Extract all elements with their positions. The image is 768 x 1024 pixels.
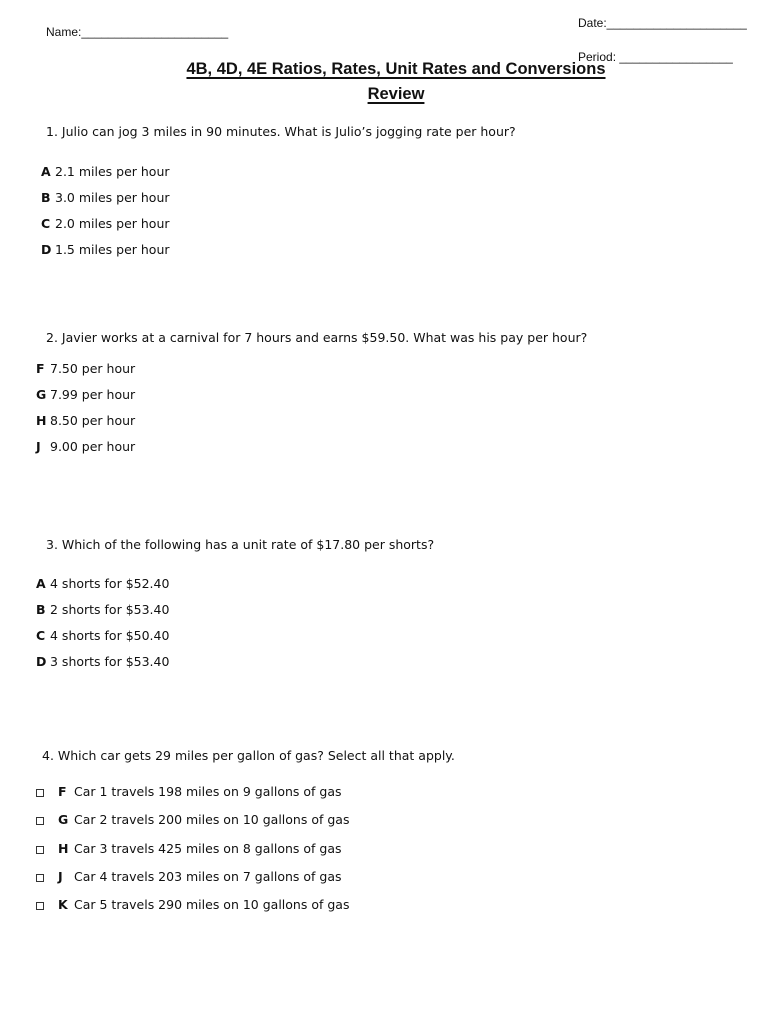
option-text: 7.99 per hour bbox=[50, 387, 136, 402]
option-letter: A bbox=[41, 164, 51, 179]
option-text: 4 shorts for $50.40 bbox=[50, 628, 170, 643]
option-text: Car 1 travels 198 miles on 9 gallons of gas bbox=[74, 784, 342, 799]
q2-option-f[interactable] bbox=[36, 361, 135, 376]
q1-option-d[interactable] bbox=[41, 242, 170, 257]
checkbox[interactable] bbox=[36, 902, 44, 910]
period-field[interactable]: Period: _________________ bbox=[578, 50, 733, 64]
option-letter: B bbox=[36, 602, 46, 617]
checkbox[interactable] bbox=[36, 846, 44, 854]
q4-option-j[interactable] bbox=[36, 869, 342, 884]
q4-option-h[interactable] bbox=[36, 841, 342, 856]
option-text: Car 2 travels 200 miles on 10 gallons of gas bbox=[74, 812, 350, 827]
question-3-text: 3. Which of the following has a unit rate of $17.80 per shorts? bbox=[46, 537, 435, 552]
option-text: 2.0 miles per hour bbox=[55, 216, 170, 231]
option-text: 2 shorts for $53.40 bbox=[50, 602, 170, 617]
option-letter: H bbox=[36, 413, 47, 428]
q3-option-d[interactable] bbox=[36, 654, 169, 669]
option-text: 2.1 miles per hour bbox=[55, 164, 170, 179]
option-letter: C bbox=[36, 628, 46, 643]
option-letter: G bbox=[58, 812, 69, 827]
option-letter: D bbox=[36, 654, 47, 669]
option-letter: C bbox=[41, 216, 51, 231]
option-text: 7.50 per hour bbox=[50, 361, 136, 376]
option-letter: F bbox=[36, 361, 45, 376]
q4-option-g[interactable] bbox=[36, 812, 349, 827]
q3-option-c[interactable] bbox=[36, 628, 169, 643]
q3-option-b[interactable] bbox=[36, 602, 169, 617]
worksheet-title: 4B, 4D, 4E Ratios, Rates, Unit Rates and Conversions bbox=[186, 60, 606, 78]
q1-option-a[interactable] bbox=[41, 164, 170, 179]
q2-option-j[interactable] bbox=[36, 439, 135, 454]
date-field[interactable]: Date:_____________________ bbox=[578, 16, 747, 30]
question-1-text: 1. Julio can jog 3 miles in 90 minutes. What is Julio’s jogging rate per hour? bbox=[46, 124, 516, 139]
option-letter: D bbox=[41, 242, 52, 257]
option-text: 3.0 miles per hour bbox=[55, 190, 170, 205]
option-letter: K bbox=[58, 897, 68, 912]
option-text: 1.5 miles per hour bbox=[55, 242, 170, 257]
option-letter: G bbox=[36, 387, 47, 402]
option-text: Car 3 travels 425 miles on 8 gallons of gas bbox=[74, 841, 342, 856]
checkbox[interactable] bbox=[36, 789, 44, 797]
name-field[interactable]: Name:______________________ bbox=[46, 25, 229, 39]
question-4-text: 4. Which car gets 29 miles per gallon of gas? Select all that apply. bbox=[42, 748, 455, 763]
q1-option-b[interactable] bbox=[41, 190, 170, 205]
option-letter: B bbox=[41, 190, 51, 205]
checkbox[interactable] bbox=[36, 817, 44, 825]
option-letter: J bbox=[36, 439, 41, 454]
q3-option-a[interactable] bbox=[36, 576, 169, 591]
q1-option-c[interactable] bbox=[41, 216, 170, 231]
worksheet-subtitle: Review bbox=[367, 85, 425, 103]
checkbox[interactable] bbox=[36, 874, 44, 882]
q2-option-h[interactable] bbox=[36, 413, 135, 428]
option-text: 8.50 per hour bbox=[50, 413, 136, 428]
option-text: 3 shorts for $53.40 bbox=[50, 654, 170, 669]
option-letter: H bbox=[58, 841, 69, 856]
option-letter: A bbox=[36, 576, 46, 591]
option-letter: J bbox=[58, 869, 63, 884]
option-text: Car 5 travels 290 miles on 10 gallons of gas bbox=[74, 897, 350, 912]
option-text: 9.00 per hour bbox=[50, 439, 136, 454]
q2-option-g[interactable] bbox=[36, 387, 135, 402]
q4-option-f[interactable] bbox=[36, 784, 342, 799]
option-letter: F bbox=[58, 784, 67, 799]
q4-option-k[interactable] bbox=[36, 897, 349, 912]
question-2-text: 2. Javier works at a carnival for 7 hours and earns $59.50. What was his pay per hour? bbox=[46, 330, 588, 345]
option-text: 4 shorts for $52.40 bbox=[50, 576, 170, 591]
option-text: Car 4 travels 203 miles on 7 gallons of gas bbox=[74, 869, 342, 884]
